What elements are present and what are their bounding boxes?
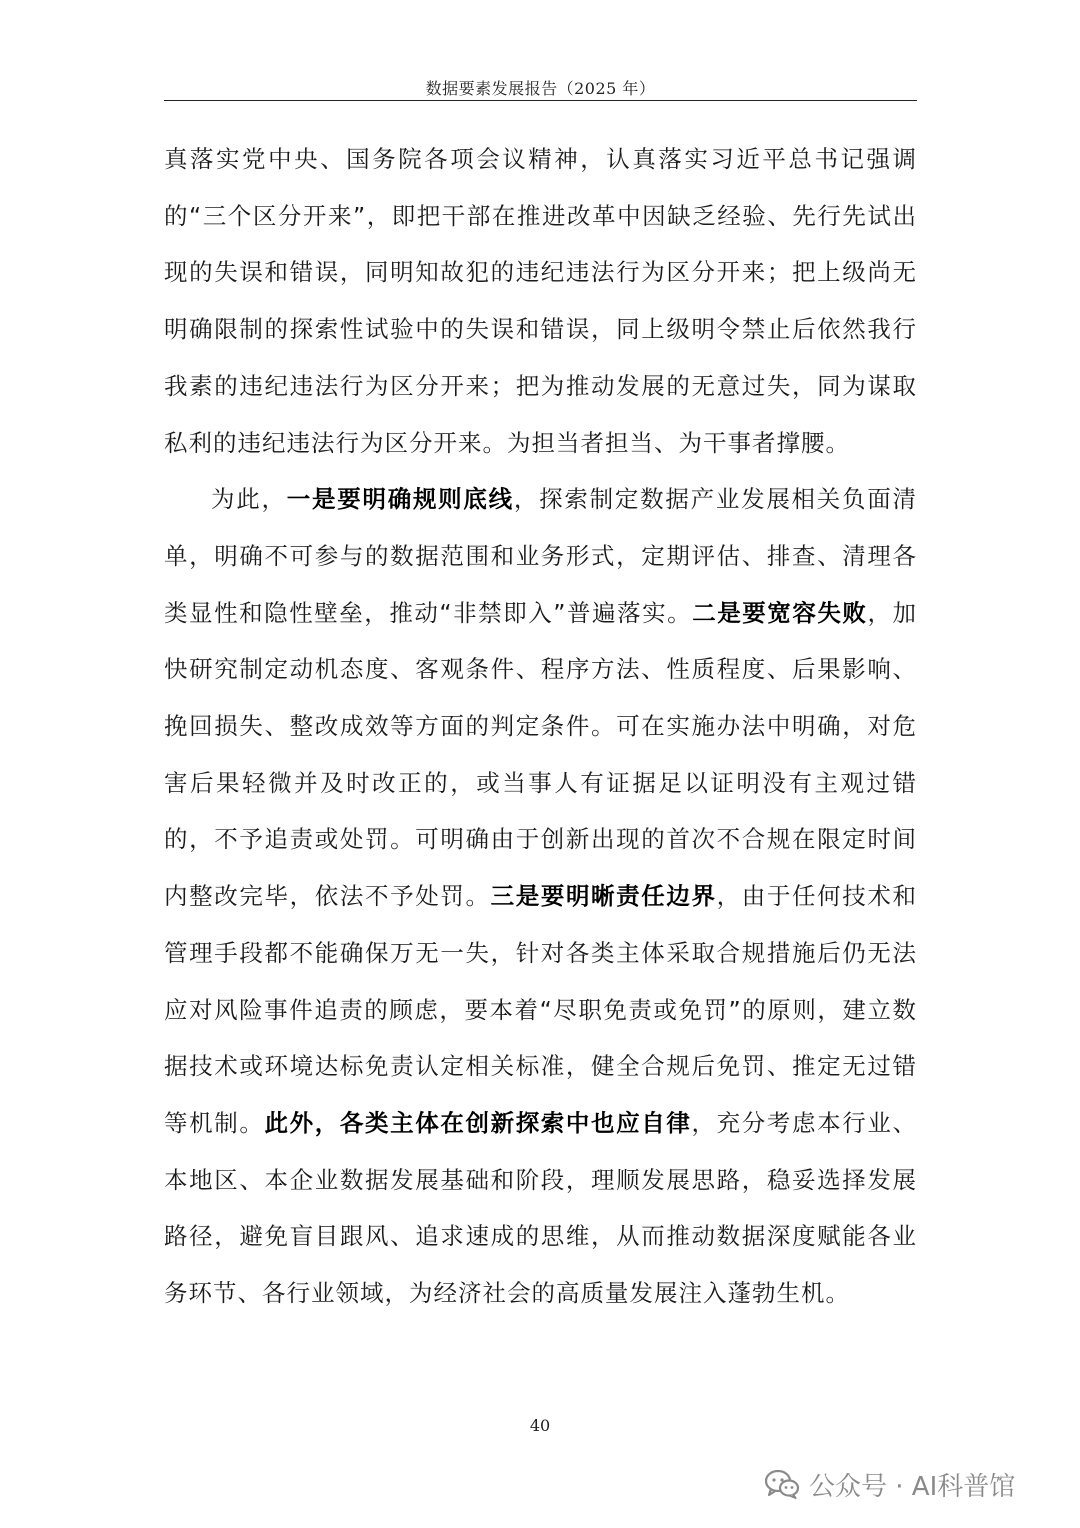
running-header: 数据要素发展报告（2025 年）	[425, 79, 656, 98]
bold-point-4: 此外，各类主体在创新探索中也应自律	[264, 1108, 692, 1137]
text-run: ，充分考虑本行业、本地区、本企业数据发展基础和阶段，理顺发展思路，稳妥选择发展路径，避免盲目跟风、追求速成的思维，从而推动数据深度赋能各业务环节、各行业领域，为经济社会的高质量发展注入蓬勃生机。	[164, 1108, 918, 1308]
bold-point-1: 一是要明确规则底线	[286, 485, 514, 514]
header-divider	[164, 100, 917, 101]
text-run: ，探索制定数据产业发展相关负面清单，明确不可参与的数据范围和业务形式，定期评估、排查、清理各类显性和隐性壁垒，推动“非禁即入”普遍落实。	[164, 485, 918, 627]
bold-point-2: 二是要宽容失败	[692, 598, 868, 627]
body-text	[164, 131, 917, 1322]
wechat-icon	[765, 1469, 799, 1499]
watermark-text: 公众号 · AI科普馆	[809, 1471, 1016, 1502]
text-run: ，加快研究制定动机态度、客观条件、程序方法、性质程度、后果影响、挽回损失、整改成效等方面的判定条件。可在实施办法中明确，对危害后果轻微并及时改正的，或当事人有证据足以证明没有主观过错的，不予追责或处罚。可明确由于创新出现的首次不合规在限定时间内整改完毕，依法不予处罚。	[164, 598, 918, 911]
paragraph: 真落实党中央、国务院各项会议精神，认真落实习近平总书记强调的“三个区分开来”，即把干部在推进改革中因缺乏经验、先行先试出现的失误和错误，同明知故犯的违纪违法行为区分开来；把上级尚无明确限制的探索性试验中的失误和错误，同上级明令禁止后依然我行我素的违纪违法行为区分开来；把为推动发展的无意过失，同为谋取私利的违纪违法行为区分开来。为担当者担当、为干事者撑腰。	[164, 145, 917, 457]
watermark	[765, 1464, 1015, 1504]
text-run: ，由于任何技术和管理手段都不能确保万无一失，针对各类主体采取合规措施后仍无法应对风险事件追责的顾虑，要本着“尽职免责或免罚”的原则，建立数据技术或环境达标免责认定相关标准，健全合规后免罚、推定无过错等机制。	[164, 882, 918, 1137]
text-run: 为此，	[211, 485, 287, 514]
paragraph	[164, 471, 917, 1322]
bold-point-3: 三是要明晰责任边界	[490, 882, 717, 911]
page-number: 40	[529, 1416, 551, 1435]
